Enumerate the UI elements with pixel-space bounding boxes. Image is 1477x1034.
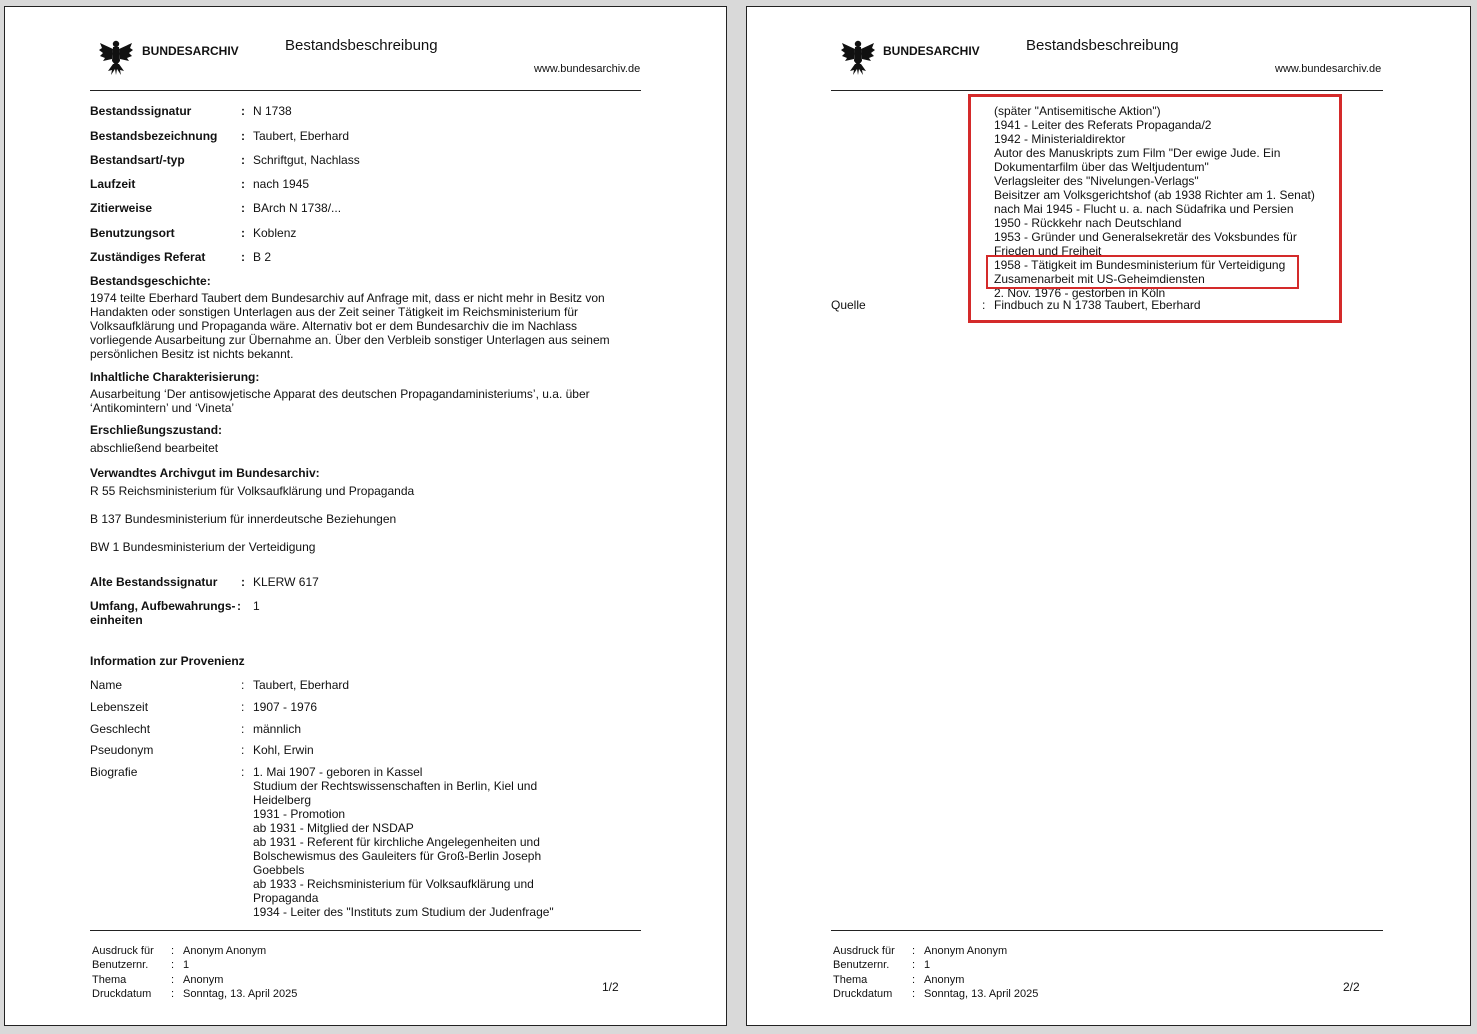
footer-value: Sonntag, 13. April 2025 [183, 988, 298, 1000]
field-value: BArch N 1738/... [253, 201, 342, 215]
footer-label: Benutzernr. [833, 959, 890, 971]
field-label: Zuständiges Referat [90, 250, 206, 264]
text-line: vorliegende Ausarbeitung zur Übernahme an. Über den Verbleib sonstiger Unterlagen aus seinem [90, 333, 610, 347]
field-value: B 2 [253, 250, 272, 264]
field-value: Taubert, Eberhard [253, 129, 350, 143]
footer-colon: : [912, 959, 916, 971]
bio-line: Bolschewismus des Gauleiters für Groß-Berlin Joseph [253, 849, 542, 863]
bio-line: 1931 - Promotion [253, 807, 346, 821]
field-colon: : [241, 743, 245, 757]
header-divider [90, 90, 641, 91]
bio-line: 2. Nov. 1976 - gestorben in Köln [994, 286, 1166, 300]
field-value: Schriftgut, Nachlass [253, 153, 360, 167]
field-label: Laufzeit [90, 177, 136, 191]
footer-value: Anonym [183, 974, 224, 986]
bio-line: ab 1931 - Referent für kirchliche Angelegenheiten und [253, 835, 540, 849]
footer-value: Anonym Anonym [183, 945, 267, 957]
bio-line: 1953 - Gründer und Generalsekretär des Voksbundes für [994, 230, 1297, 244]
text-line: 1974 teilte Eberhard Taubert dem Bundesarchiv auf Anfrage mit, dass er nicht mehr in Besitz von [90, 291, 605, 305]
erschliessung-value: abschließend bearbeitet [90, 441, 219, 455]
website-url[interactable]: www.bundesarchiv.de [1275, 63, 1382, 75]
bio-line: nach Mai 1945 - Flucht u. a. nach Südafrika und Persien [994, 202, 1294, 216]
quelle-label: Quelle [831, 298, 866, 312]
footer-value: 1 [183, 959, 190, 971]
verwandtes-heading: Verwandtes Archivgut im Bundesarchiv: [90, 466, 320, 480]
bio-line: Frieden und Freiheit [994, 244, 1102, 258]
field-colon: : [241, 129, 245, 143]
text-line: Handakten oder sonstigen Unterlagen aus der Zeit seiner Tätigkeit im Reichsministerium für [90, 305, 579, 319]
field-label: Benutzungsort [90, 226, 175, 240]
field-value: nach 1945 [253, 177, 310, 191]
bio-line: ab 1931 - Mitglied der NSDAP [253, 821, 414, 835]
footer-divider [831, 930, 1383, 931]
provenienz-value: männlich [253, 722, 302, 736]
bio-line: Verlagsleiter des "Nivelungen-Verlags" [994, 174, 1199, 188]
page-number: 2/2 [1343, 980, 1360, 994]
document-page-2 [746, 6, 1471, 1026]
footer-value: 1 [924, 959, 931, 971]
bio-line: Goebbels [253, 863, 305, 877]
footer-label: Ausdruck für [92, 945, 154, 957]
provenienz-label: Pseudonym [90, 743, 154, 757]
brand-name: BUNDESARCHIV [142, 44, 239, 58]
page-title: Bestandsbeschreibung [285, 37, 438, 54]
header-divider [831, 90, 1383, 91]
bio-line: Autor des Manuskripts zum Film "Der ewige Jude. Ein [994, 146, 1281, 160]
bio-line: ab 1933 - Reichsministerium für Volksaufklärung und [253, 877, 534, 891]
website-url[interactable]: www.bundesarchiv.de [534, 63, 641, 75]
bio-line: Zusamenarbeit mit US-Geheimdiensten [994, 272, 1205, 286]
field-colon: : [241, 765, 245, 779]
footer-label: Thema [833, 974, 868, 986]
field-colon: : [241, 722, 245, 736]
field-label: Zitierweise [90, 201, 153, 215]
text-line: ‘Antikomintern’ und ‘Vineta’ [90, 401, 235, 415]
eagle-icon [98, 39, 134, 77]
footer-value: Anonym [924, 974, 965, 986]
footer-colon: : [171, 974, 175, 986]
field-colon: : [241, 226, 245, 240]
verwandtes-item: BW 1 Bundesministerium der Verteidigung [90, 540, 316, 554]
footer-divider [90, 930, 641, 931]
field-colon: : [241, 250, 245, 264]
bio-line: Beisitzer am Volksgerichtshof (ab 1938 Richter am 1. Senat) [994, 188, 1315, 202]
footer-colon: : [912, 974, 916, 986]
inhalt-text [90, 387, 590, 415]
field-label: Bestandsbezeichnung [90, 129, 218, 143]
inhalt-heading: Inhaltliche Charakterisierung: [90, 370, 260, 384]
field-colon: : [241, 153, 245, 167]
highlight-box-inner [986, 255, 1299, 289]
umfang-label [90, 599, 236, 627]
bio-line: Dokumentarfilm über das Weltjudentum" [994, 160, 1209, 174]
field-label: Bestandssignatur [90, 104, 192, 118]
field-colon: : [982, 298, 986, 312]
bio-line: 1942 - Ministerialdirektor [994, 132, 1126, 146]
field-colon: : [241, 104, 245, 118]
verwandtes-item: B 137 Bundesministerium für innerdeutsche Beziehungen [90, 512, 397, 526]
footer-label: Benutzernr. [92, 959, 149, 971]
field-value: N 1738 [253, 104, 292, 118]
document-page-1 [4, 6, 727, 1026]
verwandtes-item: R 55 Reichsministerium für Volksaufklärung und Propaganda [90, 484, 415, 498]
bio-line: Propaganda [253, 891, 319, 905]
bestandsgeschichte-heading: Bestandsgeschichte: [90, 274, 211, 288]
field-label: Bestandsart/-typ [90, 153, 185, 167]
page-number: 1/2 [602, 980, 619, 994]
quelle-value: Findbuch zu N 1738 Taubert, Eberhard [994, 298, 1201, 312]
provenienz-label: Name [90, 678, 123, 692]
bio-line: 1950 - Rückkehr nach Deutschland [994, 216, 1182, 230]
field-colon: : [241, 177, 245, 191]
field-colon: : [241, 201, 245, 215]
footer-label: Ausdruck für [833, 945, 895, 957]
footer-colon: : [171, 945, 175, 957]
umfang-value: 1 [253, 599, 260, 613]
bio-line: Heidelberg [253, 793, 312, 807]
footer-colon: : [912, 945, 916, 957]
footer-value: Anonym Anonym [924, 945, 1008, 957]
footer-colon: : [171, 959, 175, 971]
text-line: Volksaufklärung und Propaganda wäre. Alternativ bot er dem Bundesarchiv die im Nachlass [90, 319, 577, 333]
umfang-label-line: Umfang, Aufbewahrungs- [90, 599, 236, 613]
biografie-label: Biografie [90, 765, 138, 779]
alte-signatur-value: KLERW 617 [253, 575, 319, 589]
biografie-text [253, 765, 554, 919]
provenienz-value: 1907 - 1976 [253, 700, 318, 714]
page-title: Bestandsbeschreibung [1026, 37, 1179, 54]
field-colon: : [237, 599, 241, 613]
footer-label: Druckdatum [833, 988, 893, 1000]
bestandsgeschichte-text [90, 291, 610, 361]
bio-line: (später "Antisemitische Aktion") [994, 104, 1161, 118]
bio-line: 1934 - Leiter des "Instituts zum Studium der Judenfrage" [253, 905, 554, 919]
erschliessung-heading: Erschließungszustand: [90, 423, 223, 437]
bio-line: 1. Mai 1907 - geboren in Kassel [253, 765, 423, 779]
text-line: persönlichen Besitz ist nichts bekannt. [90, 347, 294, 361]
text-line: Ausarbeitung ‘Der antisowjetische Apparat des deutschen Propagandaministeriums’, u.a. über [90, 387, 590, 401]
provenienz-value: Kohl, Erwin [253, 743, 314, 757]
brand-name: BUNDESARCHIV [883, 44, 980, 58]
umfang-label-line: einheiten [90, 613, 143, 627]
footer-colon: : [171, 988, 175, 1000]
bio-line: 1958 - Tätigkeit im Bundesministerium für Verteidigung [994, 258, 1286, 272]
field-colon: : [241, 700, 245, 714]
field-value: Koblenz [253, 226, 297, 240]
bio-line: 1941 - Leiter des Referats Propaganda/2 [994, 118, 1212, 132]
footer-label: Thema [92, 974, 127, 986]
eagle-icon [840, 39, 876, 77]
field-colon: : [241, 575, 245, 589]
provenienz-label: Geschlecht [90, 722, 151, 736]
bio-line: Studium der Rechtswissenschaften in Berlin, Kiel und [253, 779, 538, 793]
footer-colon: : [912, 988, 916, 1000]
alte-signatur-label: Alte Bestandssignatur [90, 575, 218, 589]
footer-label: Druckdatum [92, 988, 152, 1000]
provenienz-label: Lebenszeit [90, 700, 149, 714]
field-colon: : [241, 678, 245, 692]
provenienz-value: Taubert, Eberhard [253, 678, 350, 692]
footer-value: Sonntag, 13. April 2025 [924, 988, 1039, 1000]
provenienz-heading: Information zur Provenienz [90, 654, 245, 668]
